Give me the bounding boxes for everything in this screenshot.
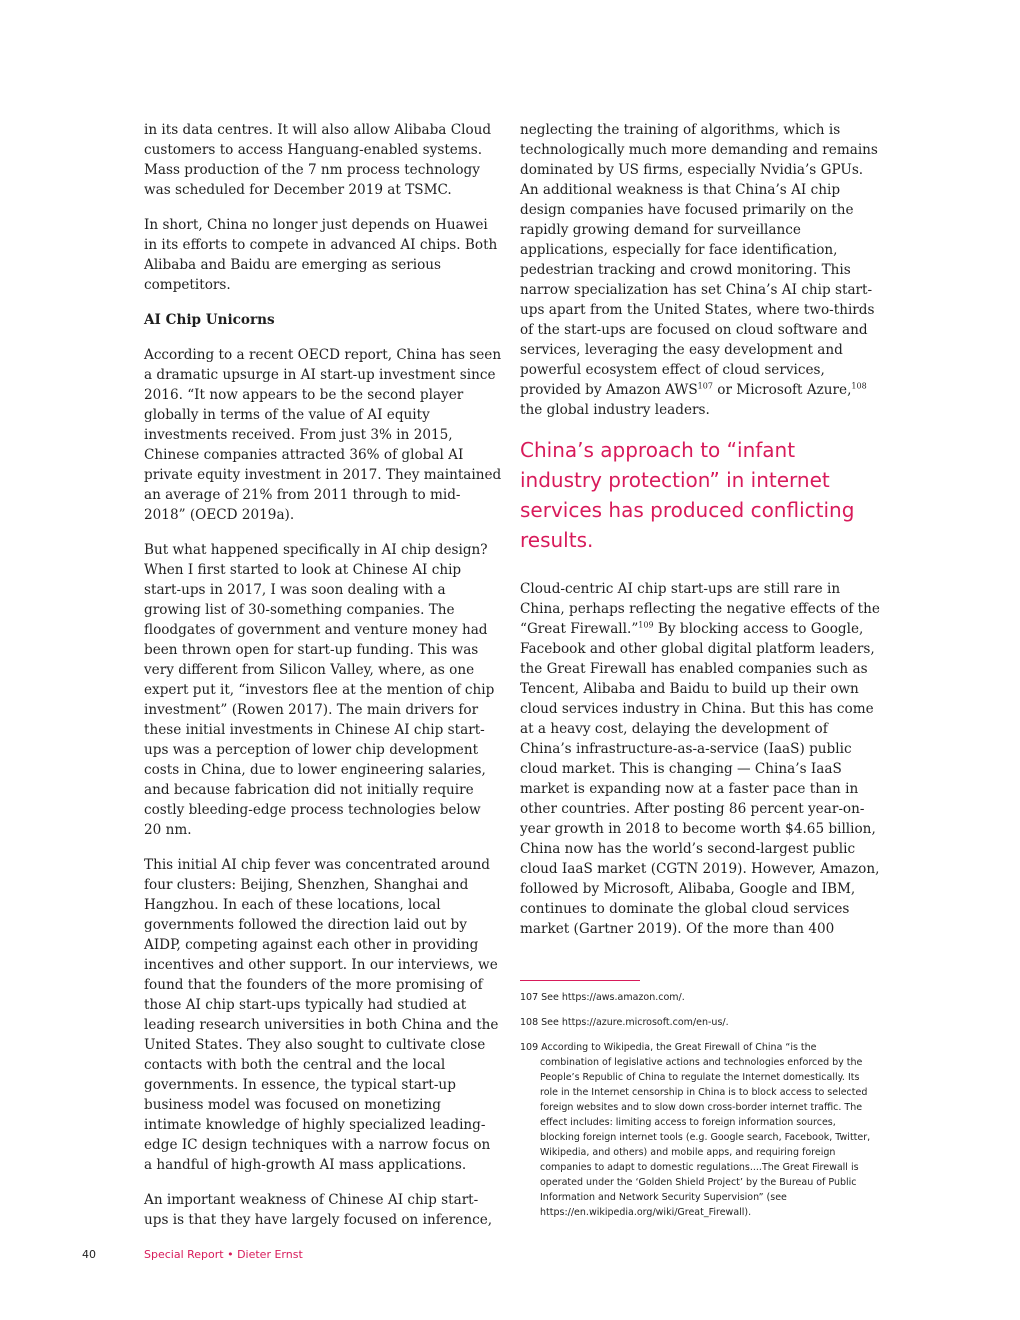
body-paragraph: An important weakness of Chinese AI chip start-ups is that they have largely focused on inference, <box>144 1192 493 1228</box>
body-paragraph: in its data centres. It will also allow Alibaba Cloud customers to access Hanguang-enabled systems. Mass production of the 7 nm process technology was scheduled for December 2019 at TSMC. <box>144 122 492 198</box>
footnotes <box>520 980 872 1230</box>
pull-quote: China’s approach to “infant industry protection” in internet services has produced conflicting results. <box>520 438 855 552</box>
page-footer <box>0 1248 1020 1264</box>
footnote-109: 109 According to Wikipedia, the Great Firewall of China “is the combination of legislative actions and technologies enforced by the People’s Republic of China to regulate the Internet domestically. Its role in the Internet censorship in China is to block access to selected foreign websites and to slow down cross-border internet traffic. The effect includes: limiting access to foreign information sources, blocking foreign internet tools (e.g. Google search, Facebook, Twitter, Wikipedia, and others) and mobile apps, and requiring foreign companies to adapt to domestic regulations....The Great Firewall is operated under the ‘Golden Shield Project’ by the Bureau of Public Information and Network Security Supervision” (see https://en.wikipedia.org/wiki/Great_Firewall). <box>520 1042 871 1218</box>
footnote-ref-109[interactable]: 109 <box>638 620 654 630</box>
body-paragraph: In short, China no longer just depends on Huawei in its efforts to compete in advanced AI chips. Both Alibaba and Baidu are emerging as serious competitors. <box>144 217 498 293</box>
paragraph-text: the global industry leaders. <box>520 402 710 418</box>
body-paragraph: This initial AI chip fever was concentrated around four clusters: Beijing, Shenzhen, Shanghai and Hangzhou. In each of these locations, local governments followed the direction laid out by AIDP, competing against each other in providing incentives and other support. In our interviews, we found that the founders of the more promising of those AI chip start-ups typically had studied at leading research universities in both China and the United States. They also sought to cultivate close contacts with both the central and the local governments. In essence, the typical start-up business model was focused on monetizing intimate knowledge of highly specialized leading-edge IC design techniques with a narrow focus on a handful of high-growth AI mass applications. <box>144 857 499 1173</box>
paragraph-text: Cloud-centric AI chip start-ups are still rare in China, perhaps reflecting the negative effects of the “Great Firewall.” <box>520 581 880 637</box>
footnote-ref-107[interactable]: 107 <box>697 381 713 391</box>
page-number: 40 <box>82 1248 96 1261</box>
footnote-107: 107 See https://aws.amazon.com/. <box>520 992 685 1003</box>
footnote-ref-108[interactable]: 108 <box>851 381 867 391</box>
running-title: Special Report • Dieter Ernst <box>144 1248 303 1261</box>
paragraph-text: neglecting the training of algorithms, which is technologically much more demanding and remains dominated by US firms, especially Nvidia’s GPUs. An additional weakness is that China’s AI chip design companies have focused primarily on the rapidly growing demand for surveillance applications, especially for face identification, pedestrian tracking and crowd monitoring. This narrow specialization has set China’s AI chip start-ups apart from the United States, where two-thirds of the start-ups are focused on cloud software and services, leveraging the easy development and powerful ecosystem effect of cloud services, provided by Amazon AWS <box>520 122 878 398</box>
left-column <box>144 120 502 1245</box>
paragraph-text: or Microsoft Azure, <box>712 382 852 398</box>
footnote-divider <box>520 980 640 981</box>
paragraph-text: By blocking access to Google, Facebook and other global digital platform leaders, the Great Firewall has enabled companies such as Tencent, Alibaba and Baidu to build up their own cloud services industry in China. But this has come at a heavy cost, delaying the development of China’s infrastructure-as-a-service (IaaS) public cloud market. This is changing — China’s IaaS market is expanding now at a faster pace than in other countries. After posting 86 percent year-on-year growth in 2018 to become worth $4.65 billion, China now has the world’s second-largest public cloud IaaS market (CGTN 2019). However, Amazon, followed by Microsoft, Alibaba, Google and IBM, continues to dominate the global cloud services market (Gartner 2019). Of the more than 400 <box>520 621 880 937</box>
body-paragraph: According to a recent OECD report, China has seen a dramatic upsurge in AI start-up investment since 2016. “It now appears to be the second player globally in terms of the value of AI equity investments received. From just 3% in 2015, Chinese companies attracted 36% of global AI private equity investment in 2017. They maintained an average of 21% from 2011 through to mid-2018” (OECD 2019a). <box>144 347 502 523</box>
body-paragraph <box>520 579 880 939</box>
body-paragraph <box>520 120 880 420</box>
section-subheading: AI Chip Unicorns <box>144 312 275 328</box>
footnote-108: 108 See https://azure.microsoft.com/en-us/. <box>520 1017 729 1028</box>
body-paragraph: But what happened specifically in AI chip design? When I first started to look at Chinese AI chip start-ups in 2017, I was soon dealing with a growing list of 30-something companies. The floodgates of government and venture money had been thrown open for start-up funding. This was very different from Silicon Valley, where, as one expert put it, “investors flee at the mention of chip investment” (Rowen 2017). The main drivers for these initial investments in Chinese AI chip start-ups was a perception of lower chip development costs in China, due to lower engineering salaries, and because fabrication did not initially require costly bleeding-edge process technologies below 20 nm. <box>144 542 495 838</box>
right-column <box>520 120 880 954</box>
